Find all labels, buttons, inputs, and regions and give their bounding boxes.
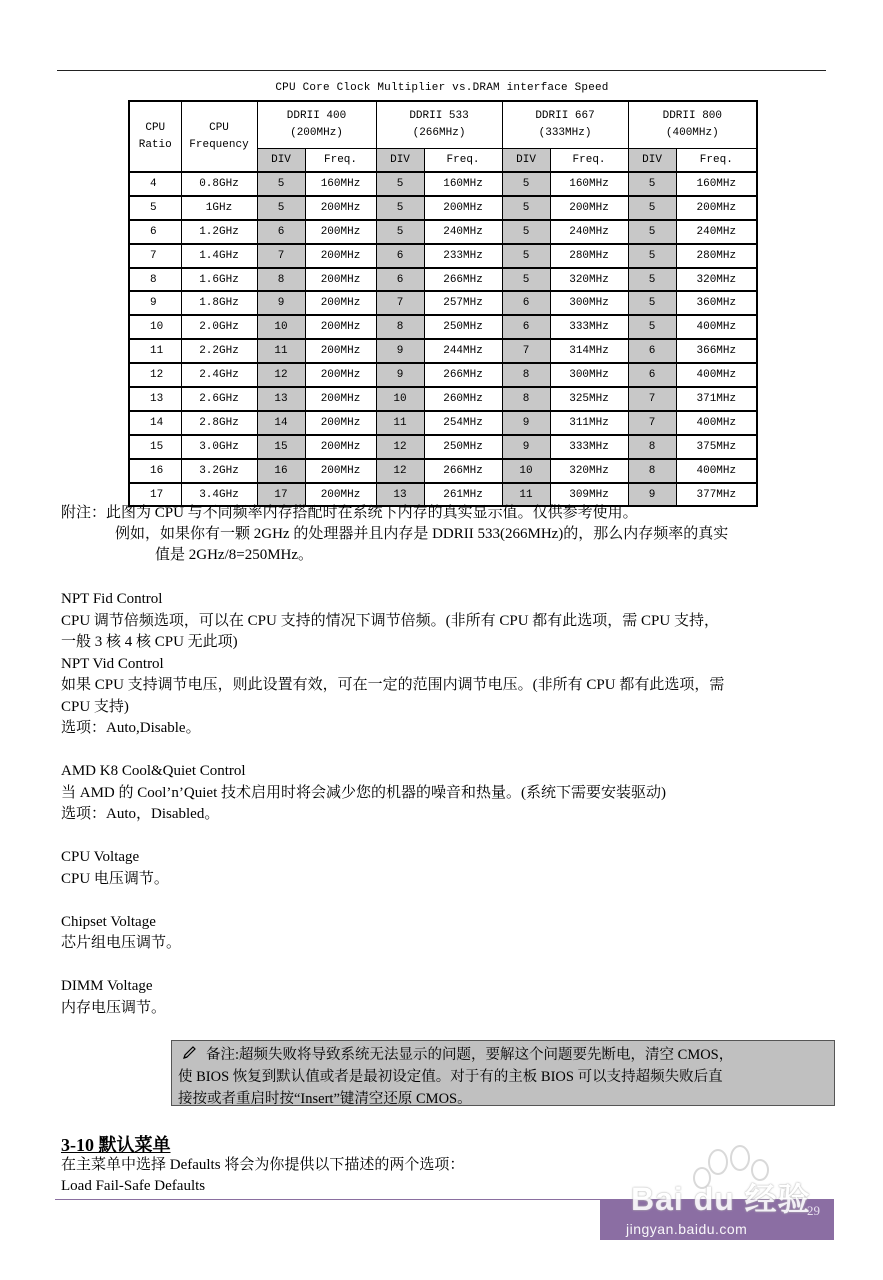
section-3-10-title: 3-10 默认菜单	[61, 1135, 171, 1155]
cpu-ratio-cell: 7	[129, 244, 181, 268]
div-cell: 9	[376, 339, 424, 363]
npt-fid-desc: CPU 调节倍频选项，可以在 CPU 支持的情况下调节倍频。(非所有 CPU 都有此选项，需 CPU 支持，	[61, 612, 719, 629]
cpu-frequency-cell: 2.8GHz	[181, 411, 257, 435]
freq-cell: 200MHz	[305, 411, 376, 435]
freq-cell: 333MHz	[550, 315, 628, 339]
freq-cell: 200MHz	[305, 315, 376, 339]
warning-line: 接按或者重启时按“Insert”键清空还原 CMOS。	[178, 1091, 472, 1107]
cpu-ratio-cell: 17	[129, 483, 181, 507]
div-cell: 7	[376, 291, 424, 315]
cpu-ratio-cell: 10	[129, 315, 181, 339]
header-cpu-ratio: CPU Ratio	[129, 101, 181, 172]
freq-cell: 375MHz	[676, 435, 757, 459]
table-row	[129, 268, 757, 292]
div-cell: 5	[628, 291, 676, 315]
cpu-frequency-cell: 1.8GHz	[181, 291, 257, 315]
header-ddrii-400: DDRII 400 (200MHz)	[257, 101, 376, 149]
div-cell: 5	[628, 315, 676, 339]
div-cell: 8	[628, 435, 676, 459]
cpu-dram-speed-table	[128, 100, 758, 507]
div-cell: 6	[502, 291, 550, 315]
freq-cell: 320MHz	[676, 268, 757, 292]
freq-cell: 371MHz	[676, 387, 757, 411]
freq-cell: 200MHz	[305, 387, 376, 411]
div-cell: 7	[628, 387, 676, 411]
freq-cell: 261MHz	[424, 483, 502, 507]
table-row	[129, 339, 757, 363]
div-cell: 11	[376, 411, 424, 435]
cool-quiet-desc: 当 AMD 的 Cool’n’Quiet 技术启用时将会减少您的机器的噪音和热量。(系统下需要安装驱动)	[61, 784, 666, 801]
div-cell: 5	[502, 244, 550, 268]
freq-cell: 200MHz	[305, 363, 376, 387]
div-cell: 5	[628, 268, 676, 292]
header-freq: Freq.	[676, 149, 757, 173]
freq-cell: 254MHz	[424, 411, 502, 435]
header-freq: Freq.	[305, 149, 376, 173]
div-cell: 6	[376, 268, 424, 292]
header-freq: Freq.	[424, 149, 502, 173]
load-fail-safe-defaults: Load Fail-Safe Defaults	[61, 1178, 206, 1194]
cpu-frequency-cell: 1GHz	[181, 196, 257, 220]
freq-cell: 200MHz	[305, 196, 376, 220]
freq-cell: 400MHz	[676, 315, 757, 339]
table-row	[129, 220, 757, 244]
bottom-rule	[55, 1199, 600, 1200]
freq-cell: 200MHz	[305, 220, 376, 244]
div-cell: 9	[502, 435, 550, 459]
table-row	[129, 435, 757, 459]
div-cell: 6	[628, 363, 676, 387]
div-cell: 7	[628, 411, 676, 435]
cpu-ratio-cell: 9	[129, 291, 181, 315]
freq-cell: 250MHz	[424, 435, 502, 459]
div-cell: 8	[628, 459, 676, 483]
chipset-voltage-title: Chipset Voltage	[61, 913, 156, 930]
watermark-site: jingyan.baidu.com	[626, 1221, 748, 1237]
div-cell: 14	[257, 411, 305, 435]
cpu-ratio-cell: 8	[129, 268, 181, 292]
header-div: DIV	[376, 149, 424, 173]
table-row	[129, 411, 757, 435]
freq-cell: 200MHz	[305, 459, 376, 483]
div-cell: 8	[502, 363, 550, 387]
table-row	[129, 291, 757, 315]
freq-cell: 200MHz	[305, 291, 376, 315]
npt-fid-title: NPT Fid Control	[61, 591, 163, 607]
freq-cell: 400MHz	[676, 411, 757, 435]
freq-cell: 200MHz	[550, 196, 628, 220]
freq-cell: 360MHz	[676, 291, 757, 315]
div-cell: 10	[502, 459, 550, 483]
div-cell: 6	[628, 339, 676, 363]
freq-cell: 200MHz	[305, 435, 376, 459]
div-cell: 7	[257, 244, 305, 268]
div-cell: 7	[502, 339, 550, 363]
freq-cell: 200MHz	[305, 268, 376, 292]
div-cell: 10	[376, 387, 424, 411]
div-cell: 15	[257, 435, 305, 459]
freq-cell: 250MHz	[424, 315, 502, 339]
freq-cell: 200MHz	[424, 196, 502, 220]
freq-cell: 314MHz	[550, 339, 628, 363]
div-cell: 9	[376, 363, 424, 387]
header-ddrii-533: DDRII 533 (266MHz)	[376, 101, 502, 149]
section-3-10-desc: 在主菜单中选择 Defaults 将会为你提供以下描述的两个选项：	[61, 1157, 465, 1173]
div-cell: 8	[376, 315, 424, 339]
cpu-frequency-cell: 0.8GHz	[181, 172, 257, 196]
note-line: 值是 2GHz/8=250MHz。	[155, 547, 314, 563]
cpu-frequency-cell: 3.2GHz	[181, 459, 257, 483]
cpu-frequency-cell: 1.4GHz	[181, 244, 257, 268]
freq-cell: 233MHz	[424, 244, 502, 268]
freq-cell: 240MHz	[550, 220, 628, 244]
cpu-ratio-cell: 16	[129, 459, 181, 483]
header-cpu-frequency: CPU Frequency	[181, 101, 257, 172]
freq-cell: 160MHz	[424, 172, 502, 196]
table-row	[129, 363, 757, 387]
npt-vid-options: 选项：Auto,Disable。	[61, 720, 201, 736]
freq-cell: 333MHz	[550, 435, 628, 459]
cpu-frequency-cell: 3.0GHz	[181, 435, 257, 459]
freq-cell: 160MHz	[676, 172, 757, 196]
div-cell: 11	[257, 339, 305, 363]
div-cell: 5	[257, 172, 305, 196]
cool-quiet-options: 选项：Auto，Disabled。	[61, 806, 220, 822]
div-cell: 5	[502, 268, 550, 292]
header-div: DIV	[502, 149, 550, 173]
warning-line: 使 BIOS 恢复到默认值或者是最初设定值。对于有的主板 BIOS 可以支持超频失败后直	[178, 1069, 723, 1085]
div-cell: 6	[257, 220, 305, 244]
cpu-frequency-cell: 2.4GHz	[181, 363, 257, 387]
freq-cell: 266MHz	[424, 363, 502, 387]
header-div: DIV	[628, 149, 676, 173]
div-cell: 16	[257, 459, 305, 483]
cpu-ratio-cell: 11	[129, 339, 181, 363]
cpu-ratio-cell: 15	[129, 435, 181, 459]
freq-cell: 280MHz	[550, 244, 628, 268]
header-freq: Freq.	[550, 149, 628, 173]
freq-cell: 320MHz	[550, 459, 628, 483]
div-cell: 6	[502, 315, 550, 339]
div-cell: 5	[376, 196, 424, 220]
freq-cell: 240MHz	[424, 220, 502, 244]
cpu-frequency-cell: 1.2GHz	[181, 220, 257, 244]
div-cell: 9	[257, 291, 305, 315]
table-row	[129, 172, 757, 196]
div-cell: 5	[628, 220, 676, 244]
div-cell: 5	[628, 172, 676, 196]
page-number: 29	[807, 1203, 820, 1218]
cool-quiet-title: AMD K8 Cool&Quiet Control	[61, 763, 246, 779]
freq-cell: 266MHz	[424, 459, 502, 483]
freq-cell: 366MHz	[676, 339, 757, 363]
div-cell: 5	[502, 220, 550, 244]
table-note	[61, 503, 831, 566]
warning-line: 备注:超频失败将导致系统无法显示的问题，要解这个问题要先断电，清空 CMOS，	[206, 1047, 734, 1063]
header-ddrii-800: DDRII 800 (400MHz)	[628, 101, 757, 149]
freq-cell: 244MHz	[424, 339, 502, 363]
dimm-voltage-title: DIMM Voltage	[61, 978, 153, 994]
div-cell: 11	[502, 483, 550, 507]
header-div: DIV	[257, 149, 305, 173]
header-ddrii-667: DDRII 667 (333MHz)	[502, 101, 628, 149]
cpu-frequency-cell: 3.4GHz	[181, 483, 257, 507]
cpu-ratio-cell: 12	[129, 363, 181, 387]
div-cell: 5	[628, 196, 676, 220]
cpu-ratio-cell: 14	[129, 411, 181, 435]
div-cell: 6	[376, 244, 424, 268]
table-row	[129, 196, 757, 220]
cpu-voltage-desc: CPU 电压调节。	[61, 870, 169, 887]
div-cell: 12	[257, 363, 305, 387]
freq-cell: 400MHz	[676, 363, 757, 387]
cpu-frequency-cell: 2.6GHz	[181, 387, 257, 411]
div-cell: 13	[257, 387, 305, 411]
freq-cell: 377MHz	[676, 483, 757, 507]
div-cell: 12	[376, 459, 424, 483]
freq-cell: 200MHz	[305, 339, 376, 363]
top-rule	[57, 70, 826, 71]
freq-cell: 200MHz	[676, 196, 757, 220]
freq-cell: 160MHz	[550, 172, 628, 196]
cpu-ratio-cell: 4	[129, 172, 181, 196]
freq-cell: 200MHz	[305, 483, 376, 507]
cpu-frequency-cell: 1.6GHz	[181, 268, 257, 292]
div-cell: 9	[628, 483, 676, 507]
warning-note-box	[171, 1040, 835, 1106]
freq-cell: 280MHz	[676, 244, 757, 268]
div-cell: 8	[257, 268, 305, 292]
cpu-frequency-cell: 2.2GHz	[181, 339, 257, 363]
table-row	[129, 387, 757, 411]
freq-cell: 160MHz	[305, 172, 376, 196]
freq-cell: 266MHz	[424, 268, 502, 292]
div-cell: 5	[502, 172, 550, 196]
npt-fid-desc: 一般 3 核 4 核 CPU 无此项)	[61, 634, 238, 650]
freq-cell: 260MHz	[424, 387, 502, 411]
note-line: 附注：此图为 CPU 与不同频率内存搭配时在系统下内存的真实显示值。仅供参考使用。	[61, 505, 638, 521]
cpu-ratio-cell: 13	[129, 387, 181, 411]
div-cell: 12	[376, 435, 424, 459]
freq-cell: 325MHz	[550, 387, 628, 411]
div-cell: 5	[502, 196, 550, 220]
table-row	[129, 459, 757, 483]
freq-cell: 320MHz	[550, 268, 628, 292]
freq-cell: 240MHz	[676, 220, 757, 244]
div-cell: 5	[628, 244, 676, 268]
cpu-ratio-cell: 5	[129, 196, 181, 220]
npt-vid-title: NPT Vid Control	[61, 655, 164, 672]
chipset-voltage-desc: 芯片组电压调节。	[61, 935, 182, 951]
pencil-icon	[182, 1046, 198, 1060]
div-cell: 13	[376, 483, 424, 507]
freq-cell: 200MHz	[305, 244, 376, 268]
cpu-voltage-title: CPU Voltage	[61, 849, 140, 865]
div-cell: 9	[502, 411, 550, 435]
freq-cell: 311MHz	[550, 411, 628, 435]
cpu-ratio-cell: 6	[129, 220, 181, 244]
watermark-brand: Bai du 经验	[631, 1181, 811, 1217]
table-body	[129, 172, 757, 506]
dimm-voltage-desc: 内存电压调节。	[61, 999, 167, 1016]
div-cell: 5	[376, 172, 424, 196]
table-row	[129, 315, 757, 339]
settings-descriptions	[61, 589, 829, 1019]
freq-cell: 309MHz	[550, 483, 628, 507]
div-cell: 10	[257, 315, 305, 339]
section-3-10-body	[61, 1155, 464, 1197]
div-cell: 17	[257, 483, 305, 507]
table-caption: CPU Core Clock Multiplier vs.DRAM interface Speed	[275, 82, 609, 94]
npt-vid-desc: CPU 支持)	[61, 698, 129, 715]
table-row	[129, 244, 757, 268]
freq-cell: 257MHz	[424, 291, 502, 315]
note-line: 例如，如果你有一颗 2GHz 的处理器并且内存是 DDRII 533(266MHz)的，那么内存频率的真实	[115, 526, 729, 542]
div-cell: 5	[257, 196, 305, 220]
npt-vid-desc: 如果 CPU 支持调节电压，则此设置有效，可在一定的范围内调节电压。(非所有 CPU 都有此选项，需	[61, 677, 725, 693]
div-cell: 8	[502, 387, 550, 411]
cpu-frequency-cell: 2.0GHz	[181, 315, 257, 339]
freq-cell: 300MHz	[550, 291, 628, 315]
freq-cell: 400MHz	[676, 459, 757, 483]
div-cell: 5	[376, 220, 424, 244]
freq-cell: 300MHz	[550, 363, 628, 387]
